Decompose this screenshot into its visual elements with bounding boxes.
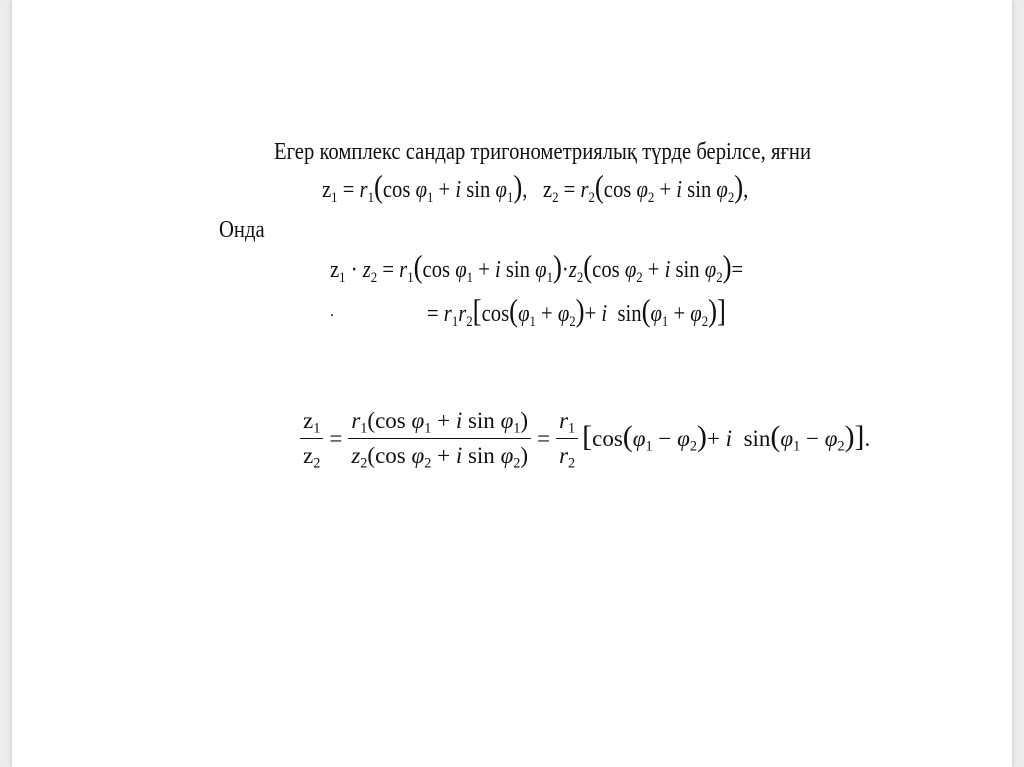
fraction-z1-over-z2: $\frac{z_1}{z_2}$: [300, 408, 323, 469]
trig-form-definition: $z_1 = r_1(\cos$ $\varphi_1 + i$ $\sin \varphi_1$), $z_2 = r_2(\cos$ $\varphi_2 + i$ $\sin \varphi_2$),: [322, 169, 749, 206]
stray-dot: .: [330, 303, 334, 320]
product-formula-line-2: = $r_1r_2[\cos(\varphi_1 + \varphi_2)+ i$ $\sin(\varphi_1 + \varphi_2)$]: [427, 293, 726, 330]
intro-text: Егер комплекс сандар тригонометриялық түрде берілсе, яғни: [274, 139, 812, 165]
fraction-r1-over-r2: $\frac{r_1}{r_2}$: [556, 408, 578, 469]
fraction-trig-ratio: $\frac{r_1(\cos \varphi_1 + i \sin \varphi_1)}{z_2(\cos \varphi_2 + i \sin \varphi_2)}$: [348, 408, 531, 469]
slide: [12, 0, 1012, 767]
product-formula-line-1: $z_1 \cdot z_2 = r_1(\cos$ $\varphi_1 + i$ $\sin \varphi_1)\cdot z_2(\cos$ $\varphi_2 + i$ $\sin \varphi_2)=$: [330, 249, 744, 286]
quotient-formula: $\frac{z_1}{z_2}$ = $\frac{r_1(\cos \varphi_1 + i \sin \varphi_1)}{z_2(\cos \varphi_2 + i \sin \varphi_2)}$ = $\frac{r_1}{r_2}$ [$\cos(\varphi_1 - \varphi_2)+ i$ $\sin(\varphi_1 - \varphi_2)$].: [300, 408, 870, 469]
then-label: Онда: [219, 217, 265, 243]
